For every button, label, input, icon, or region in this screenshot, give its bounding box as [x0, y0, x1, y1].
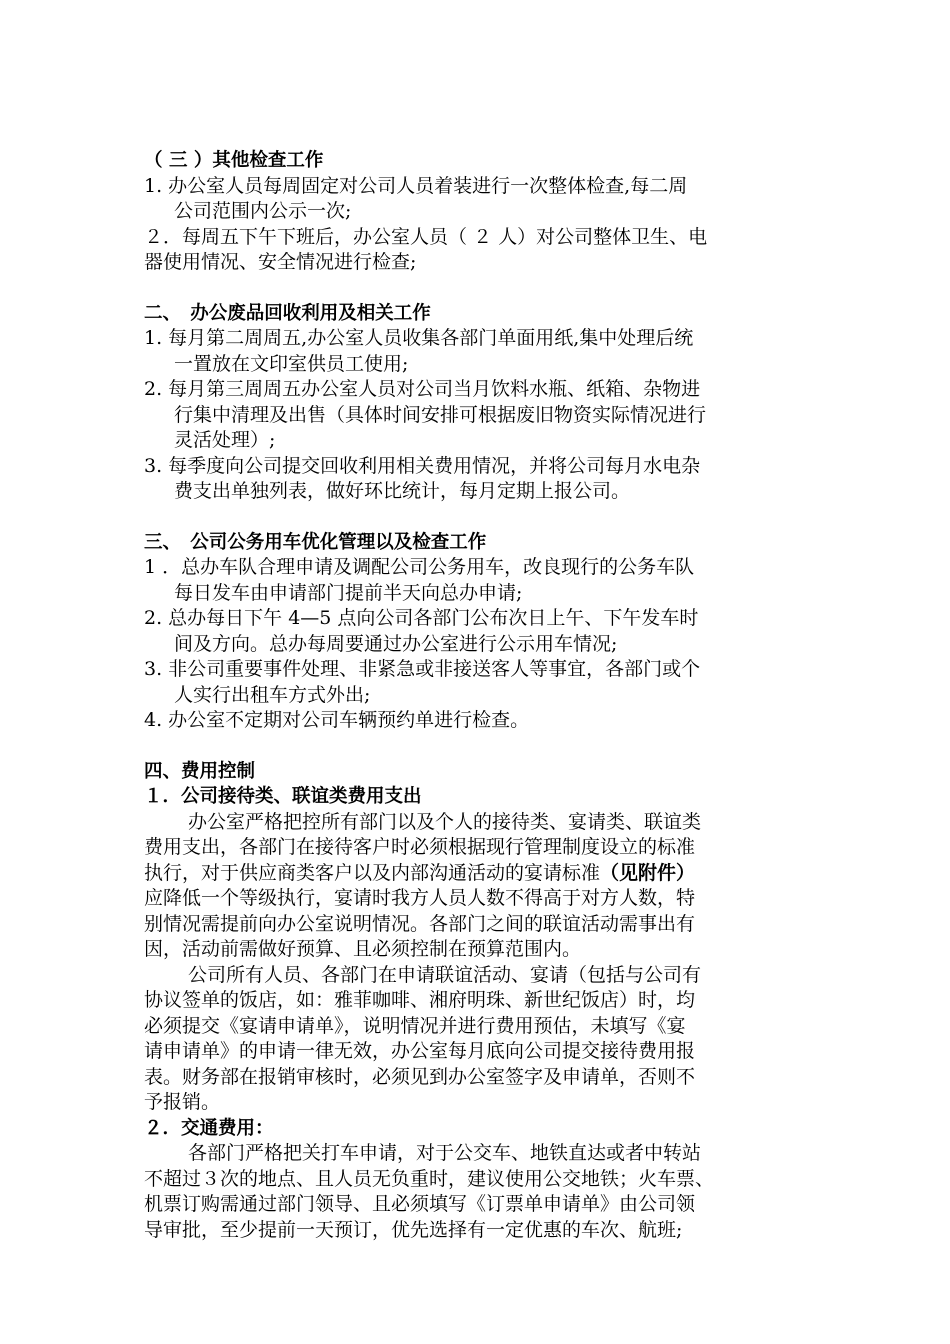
list-item-line: 1. 每月第二周周五,办公室人员收集各部门单面用纸,集中处理后统	[144, 327, 694, 349]
paragraph-text: 执行，对于供应商类客户以及内部沟通活动的宴请标准	[144, 861, 601, 884]
list-item-line: 2. 每月第三周周五办公室人员对公司当月饮料水瓶、纸箱、杂物进	[144, 378, 701, 400]
list-item-line: 3. 非公司重要事件处理、非紧急或非接送客人等事宜，各部门或个	[144, 658, 701, 680]
paragraph-line: 费用支出，各部门在接待客户时必须根据现行管理制度设立的标准	[144, 836, 696, 858]
paragraph-line	[144, 861, 814, 887]
paragraph-line: 不超过３次的地点、且人员无负重时，建议使用公交地铁；火车票、	[144, 1167, 715, 1190]
list-item-line: 一置放在文印室供员工使用;	[174, 352, 409, 375]
list-item-line: ２．每周五下午下班后，办公室人员（ ２ 人）对公司整体卫生、电	[144, 225, 708, 248]
list-item-line: 1 ．总办车队合理申请及调配公司公务用车，改良现行的公务车队	[144, 556, 695, 578]
list-item-line: 每日发车由申请部门提前半天向总办申请;	[174, 581, 523, 604]
paragraph-line: 表。财务部在报销审核时，必须见到办公室签字及申请单，否则不	[144, 1065, 696, 1088]
paragraph-line: 别情况需提前向办公室说明情况。各部门之间的联谊活动需事出有	[144, 912, 696, 935]
section-vehicle-heading: 三、 公司公务用车优化管理以及检查工作	[144, 531, 487, 553]
section-vehicle-list	[144, 555, 814, 734]
attachment-reference: （见附件）	[600, 861, 696, 884]
paragraph-line: 应降低一个等级执行，宴请时我方人员人数不得高于对方人数，特	[144, 887, 696, 909]
list-item-line: 1. 办公室人员每周固定对公司人员着装进行一次整体检查,每二周	[144, 174, 688, 197]
cost-sub2-paragraph-1	[144, 1141, 814, 1243]
list-item-line: 灵活处理）;	[174, 429, 276, 451]
cost-sub1-title: １．公司接待类、联谊类费用支出	[144, 786, 422, 807]
paragraph-line: 导审批，至少提前一天预订，优先选择有一定优惠的车次、航班;	[144, 1218, 683, 1241]
paragraph-line: 予报销。	[144, 1091, 221, 1113]
list-item-line: 行集中清理及出售（具体时间安排可根据废旧物资实际情况进行	[174, 403, 707, 426]
section-recycle-heading: 二、 办公废品回收利用及相关工作	[144, 302, 431, 324]
list-item-line: 间及方向。总办每周要通过办公室进行公示用车情况;	[174, 632, 618, 655]
list-item-line: 公司范围内公示一次;	[174, 200, 352, 222]
paragraph-line: 各部门严格把关打车申请，对于公交车、地铁直达或者中转站	[188, 1142, 702, 1164]
paragraph-line: 请申请单》的申请一律无效，办公室每月底向公司提交接待费用报	[144, 1040, 696, 1062]
section-cost-heading: 四、费用控制	[144, 760, 256, 782]
section-recycle-list	[144, 326, 814, 505]
list-item-line: 人实行出租车方式外出;	[174, 683, 371, 706]
cost-sub1-paragraph-1	[144, 810, 814, 963]
paragraph-line: 机票订购需通过部门领导、且必须填写《订票单申请单》由公司领	[144, 1193, 696, 1215]
list-item-line: 费支出单独列表，做好环比统计，每月定期上报公司。	[174, 480, 631, 502]
paragraph-line: 必须提交《宴请申请单》，说明情况并进行费用预估，未填写《宴	[144, 1014, 686, 1037]
cost-sub1-paragraph-2	[144, 963, 814, 1116]
section-other-list	[144, 174, 814, 276]
section-other-heading: （ 三 ）其他检查工作	[144, 150, 324, 171]
paragraph-line: 协议签单的饭店，如：雅菲咖啡、湘府明珠、新世纪饭店）时，均	[144, 989, 696, 1011]
list-item-line: 4. 办公室不定期对公司车辆预约单进行检查。	[144, 709, 530, 731]
list-item-line: 2. 总办每日下午 4—5 点向公司各部门公布次日上午、下午发车时	[144, 607, 699, 629]
cost-sub2-title: ２．交通费用：	[144, 1117, 274, 1139]
document-page	[144, 148, 814, 1243]
paragraph-line: 因，活动前需做好预算、且必须控制在预算范围内。	[144, 938, 582, 960]
paragraph-line: 办公室严格把控所有部门以及个人的接待类、宴请类、联谊类	[188, 810, 702, 833]
list-item-line: 3. 每季度向公司提交回收利用相关费用情况，并将公司每月水电杂	[144, 454, 701, 477]
paragraph-line: 公司所有人员、各部门在申请联谊活动、宴请（包括与公司有	[188, 963, 702, 986]
list-item-line: 器使用情况、安全情况进行检查;	[144, 251, 417, 273]
